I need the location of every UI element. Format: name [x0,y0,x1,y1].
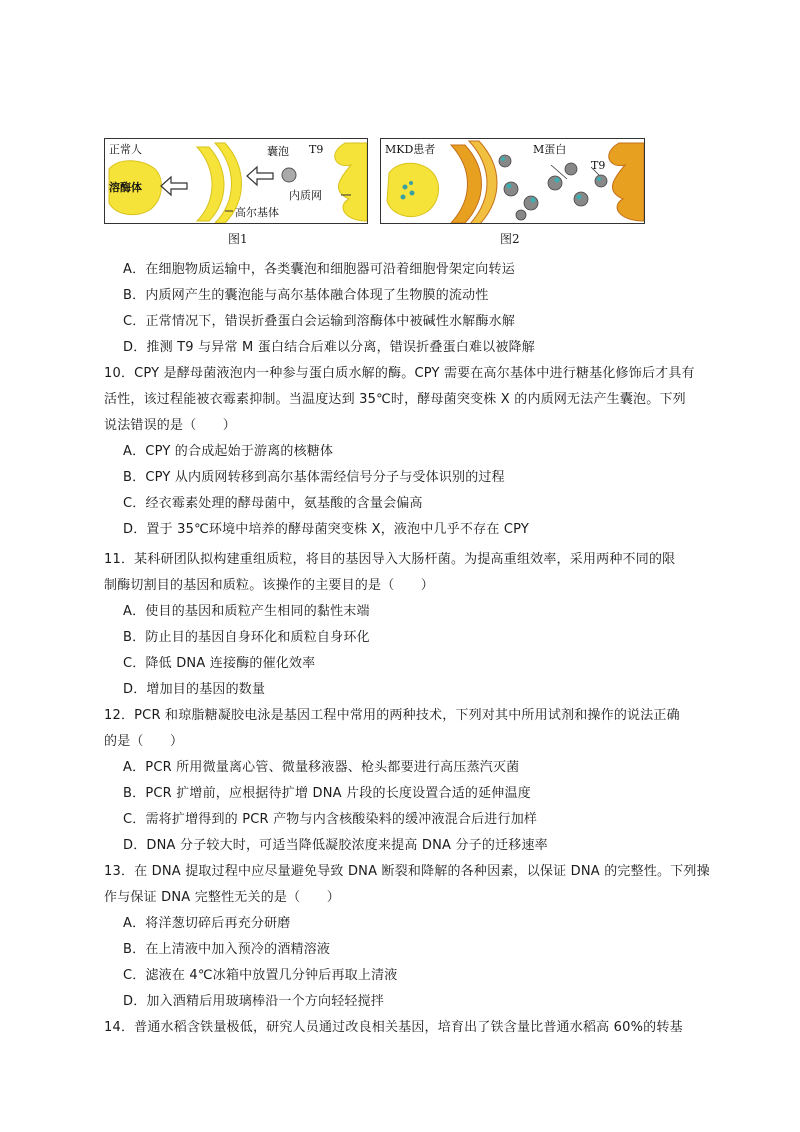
q12-option-c: C．需将扩增得到的 PCR 产物与内含核酸染料的缓冲液混合后进行加样 [123,812,538,827]
golgi-label: 高尔基体 [235,206,279,219]
golgi-stack-1 [197,147,224,221]
q13-option-c: C．滤液在 4℃冰箱中放置几分钟后再取上清液 [123,968,398,983]
q10-option-d: D．置于 35℃环境中培养的酵母菌突变株 X，液泡中几乎不存在 CPY [123,522,530,537]
vesicle-shape [282,168,296,182]
q10-stem-line-1: 10．CPY 是酵母菌液泡内一种参与蛋白质水解的酶。CPY 需要在高尔基体中进行糖基化修饰后才具有 [104,366,695,381]
q11-option-d: D．增加目的基因的数量 [123,682,266,697]
lysosome-label: 溶酶体 [109,181,142,194]
figure [104,138,644,250]
q9-option-a: A．在细胞物质运输中，各类囊泡和细胞器可沿着细胞骨架定向转运 [123,262,515,277]
t9-label: T9 [309,143,324,156]
q11-option-b: B．防止目的基因自身环化和质粒自身环化 [123,630,370,645]
q13-option-d: D．加入酒精后用玻璃棒沿一个方向轻轻搅拌 [123,994,385,1009]
q11-option-c: C．降低 DNA 连接酶的催化效率 [123,656,316,671]
q13-stem-line-2: 作与保证 DNA 完整性无关的是（ ） [104,890,340,905]
q11-stem-line-1: 11．某科研团队拟构建重组质粒，将目的基因导入大肠杆菌。为提高重组效率，采用两种不同的限 [104,552,676,567]
m-protein-label: M蛋白 [533,143,567,156]
q13-stem-line-1: 13．在 DNA 提取过程中应尽量避免导致 DNA 断裂和降解的各种因素，以保证 DNA 的完整性。下列操 [104,864,710,879]
q12-stem-line-2: 的是（ ） [104,734,184,749]
q14-stem-line-1: 14．普通水稻含铁量极低，研究人员通过改良相关基因，培育出了铁含量比普通水稻高 60%的转基 [104,1020,683,1035]
q10-option-b: B．CPY 从内质网转移到高尔基体需经信号分子与受体识别的过程 [123,470,505,485]
left-arrow-icon [247,167,273,185]
q10-stem-line-3: 说法错误的是（ ） [104,418,237,433]
er-shape [609,143,644,221]
q13-option-a: A．将洋葱切碎后再充分研磨 [123,916,291,931]
q11-option-a: A．使目的基因和质粒产生相同的黏性末端 [123,604,370,619]
er-shape [335,143,367,221]
q10-option-c: C．经衣霉素处理的酵母菌中，氨基酸的含量会偏高 [123,496,423,511]
q9-option-c: C．正常情况下，错误折叠蛋白会运输到溶酶体中被碱性水解酶水解 [123,314,516,329]
q10-stem-line-2: 活性，该过程能被衣霉素抑制。当温度达到 35℃时，酵母菌突变株 X 的内质网无法产生囊泡。下列 [104,392,686,407]
q9-option-b: B．内质网产生的囊泡能与高尔基体融合体现了生物膜的流动性 [123,288,489,303]
lysosome-shape [387,163,439,216]
left-arrow-icon [161,177,187,195]
er-label: 内质网 [289,189,322,202]
q10-option-a: A．CPY 的合成起始于游离的核糖体 [123,444,334,459]
q12-option-b: B．PCR 扩增前，应根据待扩增 DNA 片段的长度设置合适的延伸温度 [123,786,531,801]
golgi-stack-1 [451,145,482,223]
q11-stem-line-2: 制酶切割目的基因和质粒。该操作的主要目的是（ ） [104,578,435,593]
q12-option-d: D．DNA 分子较大时，可适当降低凝胶浓度来提高 DNA 分子的迁移速率 [123,838,548,853]
q9-option-d: D．推测 T9 与异常 M 蛋白结合后难以分离，错误折叠蛋白难以被降解 [123,340,535,355]
mkd-patient-label: MKD患者 [385,143,436,156]
figure-2-caption: 图2 [500,232,520,246]
vesicle-label: 囊泡 [267,145,289,158]
figure-panel-mkd [380,138,645,224]
q13-option-b: B．在上清液中加入预冷的酒精溶液 [123,942,331,957]
t9-label: T9 [591,159,606,172]
q12-option-a: A．PCR 所用微量离心管、微量移液器、枪头都要进行高压蒸汽灭菌 [123,760,520,775]
figure-panel-normal [104,138,368,224]
figure-1-caption: 图1 [228,232,248,246]
q12-stem-line-1: 12．PCR 和琼脂糖凝胶电泳是基因工程中常用的两种技术，下列对其中所用试剂和操作的说法正确 [104,708,680,723]
normal-person-label: 正常人 [109,143,142,156]
